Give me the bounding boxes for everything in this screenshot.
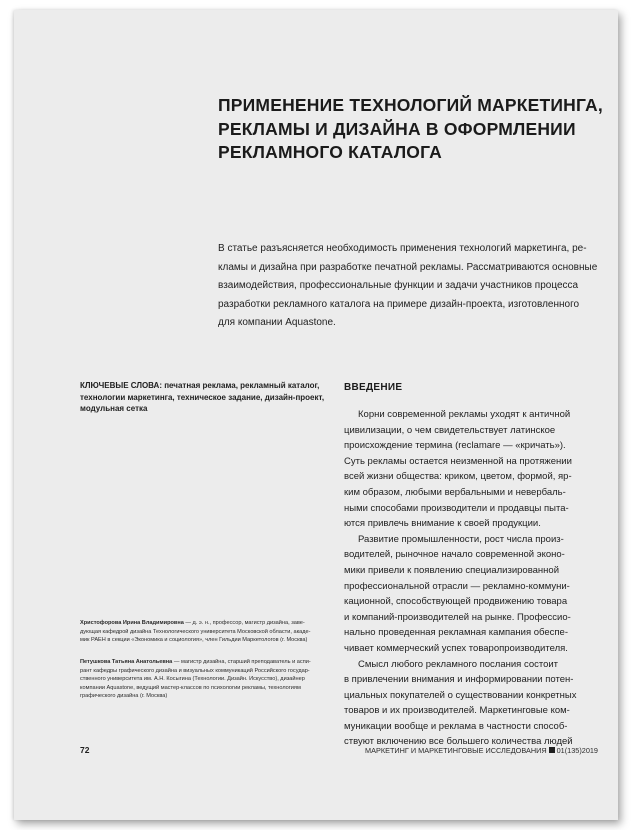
author-line [80, 658, 332, 667]
body-line: кационной, способствующей продвижению товара [344, 596, 568, 608]
abstract [218, 240, 598, 333]
author-line: мик РАЕН в секции «Экономика и социология», член Гильдии Маркетологов (г. Москва) [80, 637, 308, 644]
keywords-line: КЛЮЧЕВЫЕ СЛОВА: печатная реклама, рекламный каталог, [80, 381, 320, 390]
journal-footer [365, 746, 598, 755]
body-line: всей жизни общества: криком, цветом, формой, яр- [344, 471, 572, 483]
body-line: Суть рекламы остается неизменной на протяжении [344, 455, 572, 467]
body-line: Смысл любого рекламного послания состоит [358, 658, 559, 670]
body-line: в привлечении внимания и информировании потен- [344, 674, 574, 686]
keywords [80, 380, 332, 415]
author-text: — магистр дизайна, старший преподаватель и аспи- [172, 659, 311, 665]
body-line: товаров и их производителей. Маркетинговые ком- [344, 705, 570, 717]
keywords-line: технологии маркетинга, техническое задание, дизайн-проект, [80, 392, 325, 402]
square-bullet-icon [549, 747, 555, 753]
article-title [218, 94, 608, 165]
page-number: 72 [80, 745, 90, 755]
author-info [80, 619, 332, 645]
body-line: и компаний-производителей на рынке. Профессио- [344, 611, 571, 623]
body-line: ствуют включению все большего количества людей [344, 736, 573, 748]
author-line: ственного университета им. А.Н. Косыгина (Технологии. Дизайн. Искусство), дизайнер [80, 676, 305, 683]
body-line: происхождение термина (reclamare — «кричать»). [344, 440, 566, 452]
body-line: мики привели к появлению специализированной [344, 564, 560, 576]
body-text [344, 407, 598, 750]
author-line: компании Aquastone, ведущий мастер-классов по психологии рекламы, технологиям [80, 684, 301, 691]
section-heading: ВВЕДЕНИЕ [344, 382, 403, 393]
journal-issue: 01(135)2019 [556, 746, 598, 755]
abstract-line: разработки рекламного каталога на примере дизайн-проекта, изготовленного [218, 298, 580, 310]
author-info [80, 658, 332, 701]
title-line: ПРИМЕНЕНИЕ ТЕХНОЛОГИЙ МАРКЕТИНГА, [218, 95, 603, 115]
author-line [80, 619, 332, 628]
title-line: РЕКЛАМНОГО КАТАЛОГА [218, 142, 442, 162]
abstract-line: В статье разъясняется необходимость применения технологий маркетинга, ре- [218, 243, 587, 254]
author-line: дующая кафедрой дизайна Технологического университета Московской области, акаде- [80, 628, 311, 635]
title-line: РЕКЛАМЫ И ДИЗАЙНА В ОФОРМЛЕНИИ [218, 118, 576, 139]
abstract-line: для компании Aquastone. [218, 317, 336, 328]
keywords-line: модульная сетка [80, 404, 148, 413]
author-name: Христофорова Ирина Владимировна [80, 620, 184, 626]
paper-page [14, 10, 618, 820]
author-text: — д. э. н., профессор, магистр дизайна, заве- [183, 620, 305, 626]
body-line: профессиональной отрасли — рекламно-коммуни- [344, 580, 570, 592]
body-line: водителей, рыночное начало современной эконо- [344, 549, 565, 561]
abstract-line: взаимодействия, профессиональные функции и задачи участников процесса [218, 280, 579, 291]
author-line: графического дизайна (г. Москва) [80, 693, 168, 700]
body-line: чивает коммерческий успех товаропроизводителя. [344, 642, 568, 654]
body-line: цивилизации, о чем свидетельствует латинское [344, 424, 556, 436]
abstract-line: кламы и дизайна при разработке печатной рекламы. Рассматриваются основные [218, 261, 598, 273]
body-line: нально проведенная рекламная кампания обеспе- [344, 627, 568, 639]
body-line: ными способами производители и продавцы пыта- [344, 502, 569, 514]
journal-name: МАРКЕТИНГ И МАРКЕТИНГОВЫЕ ИССЛЕДОВАНИЯ [365, 746, 547, 755]
body-line: ким образом, любыми вербальными и невербаль- [344, 486, 566, 498]
body-line: муникации вообще и реклама в частности способ- [344, 720, 568, 732]
body-line: Корни современной рекламы уходят к античной [358, 409, 571, 420]
body-line: циальных покупателей о существовании конкретных [344, 689, 577, 701]
author-line: рант кафедры графического дизайна и визуальных коммуникаций Российского государ- [80, 667, 310, 674]
author-name: Петушкова Татьяна Анатольевна [80, 659, 173, 665]
body-line: Развитие промышленности, рост числа произ- [358, 533, 564, 545]
body-line: ются привлечь внимание к своей продукции. [344, 518, 541, 530]
